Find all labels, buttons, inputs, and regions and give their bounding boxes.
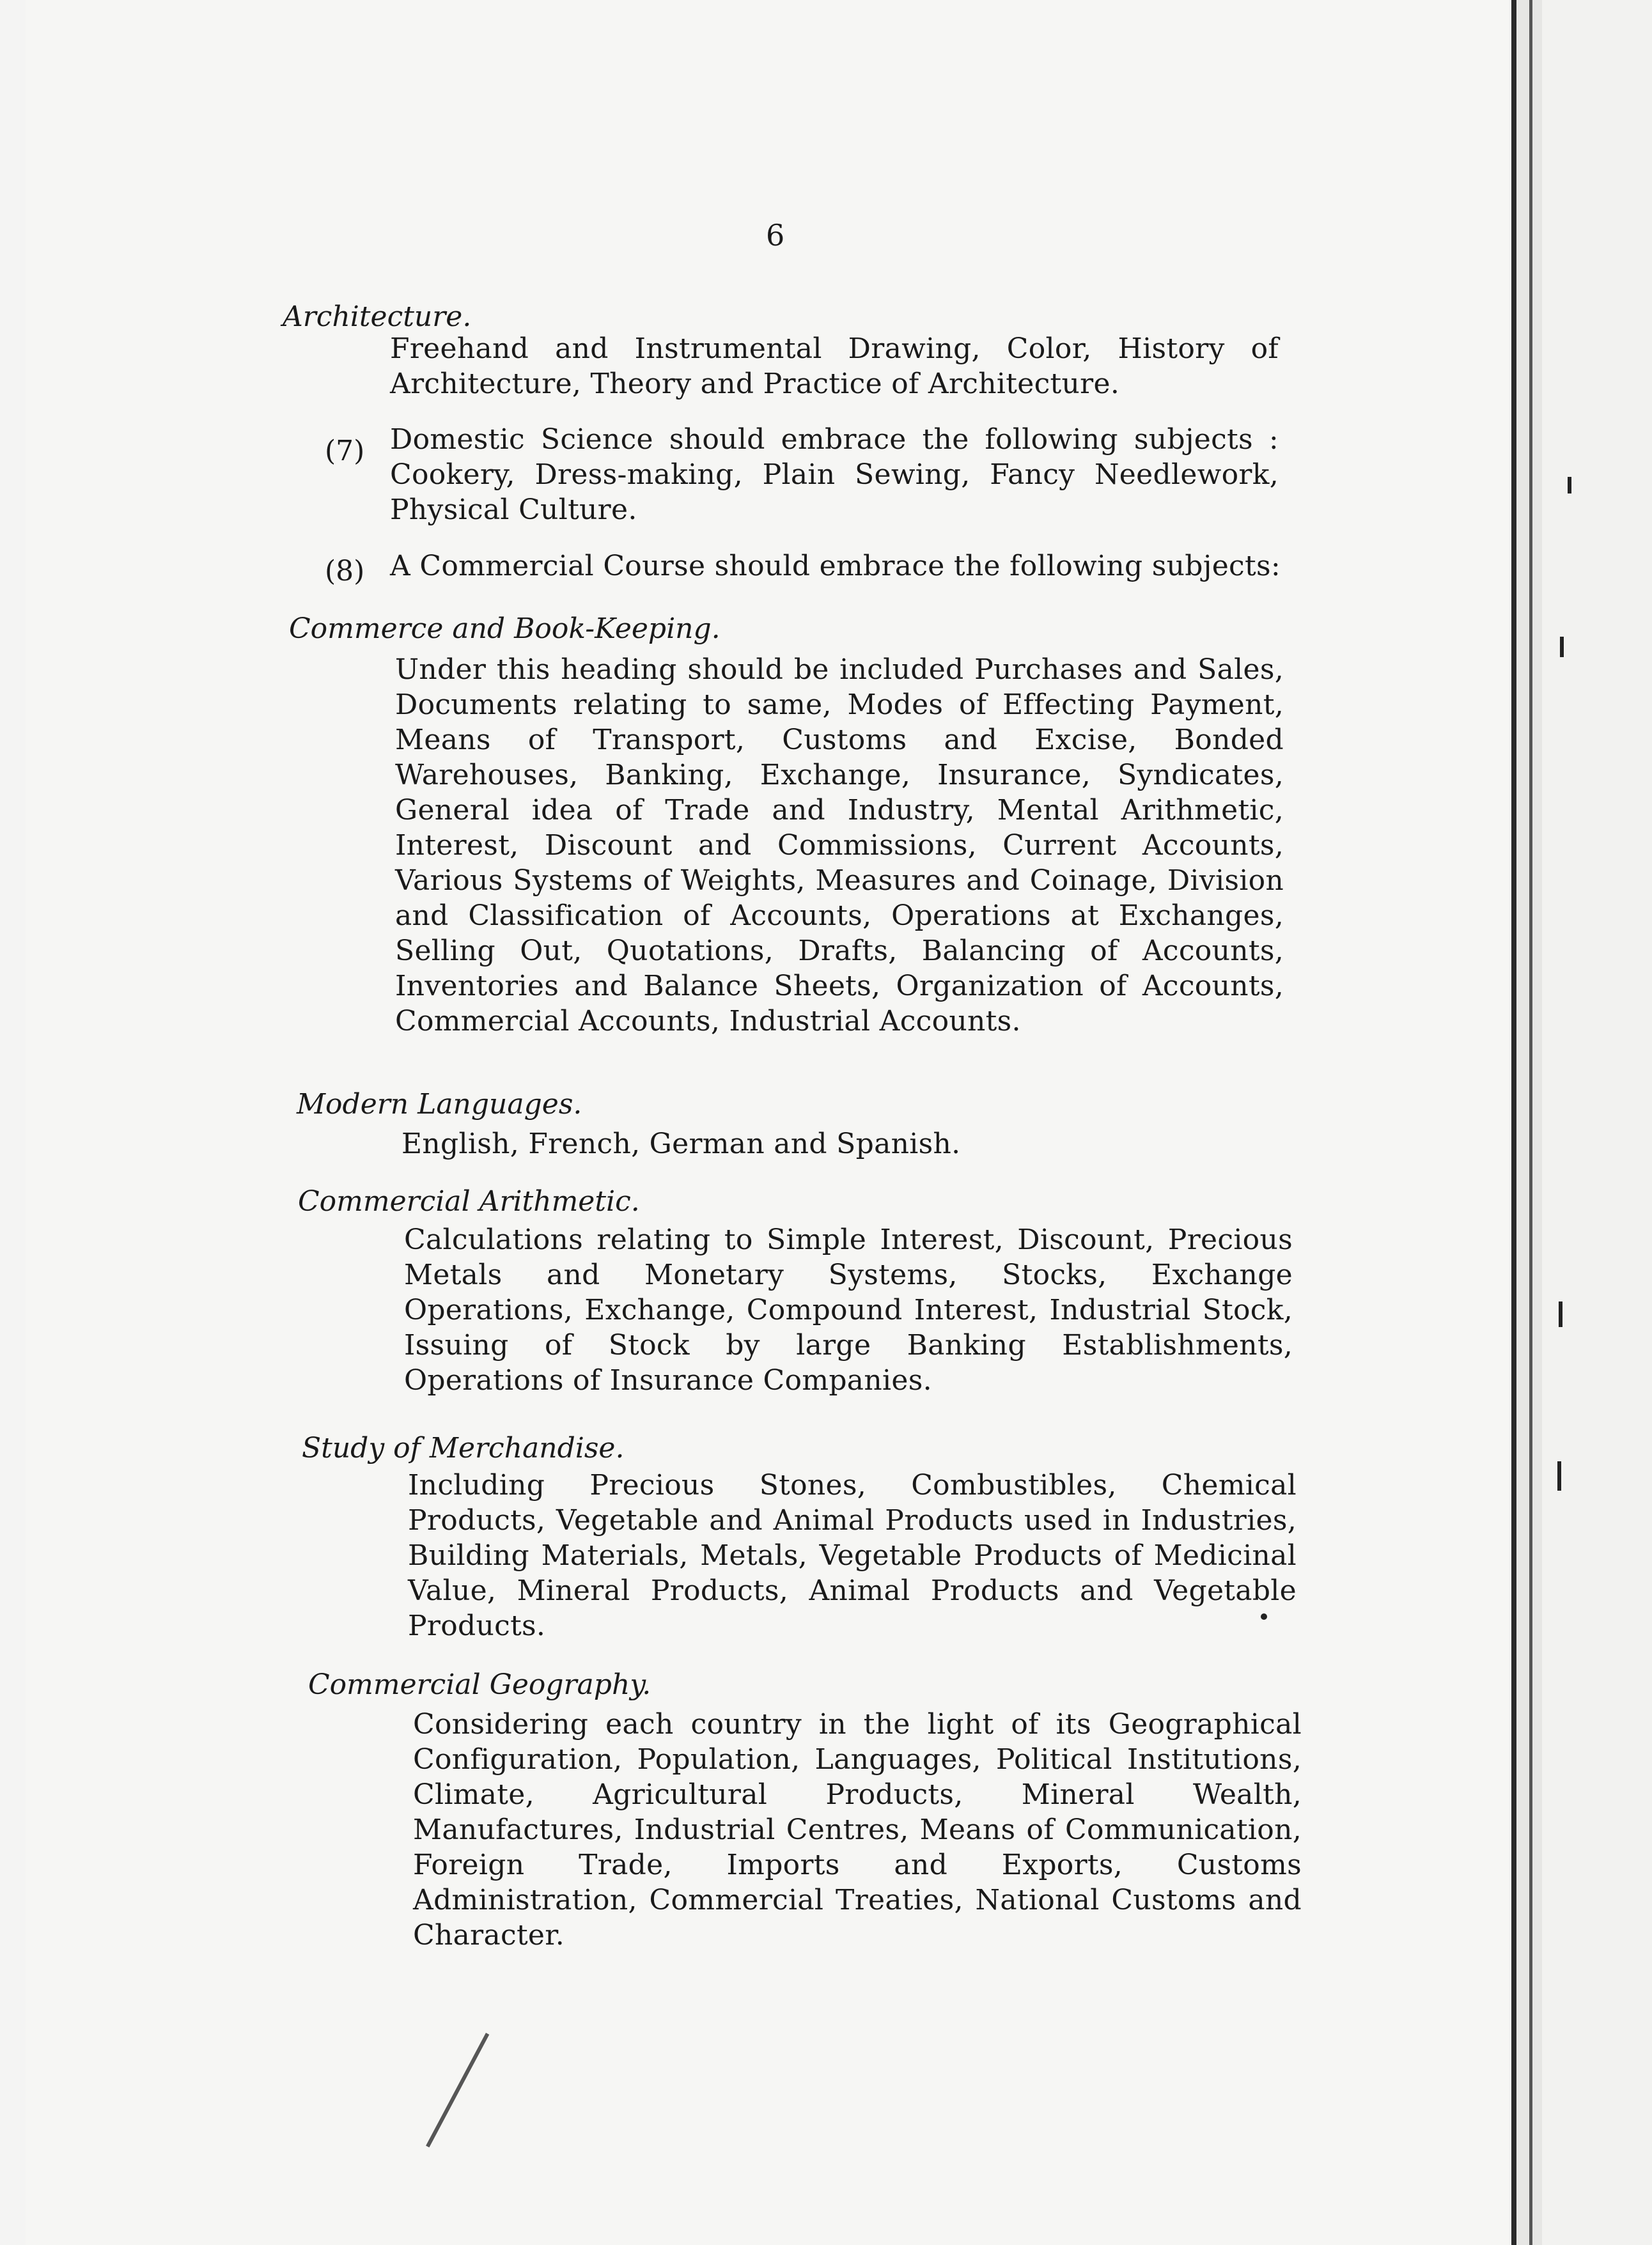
section-heading-merchandise: Study of Merchandise. <box>302 1432 625 1464</box>
page-edge-line-inner <box>1529 0 1532 2245</box>
edge-speck <box>1559 1301 1562 1327</box>
section-heading-geography: Commercial Geography. <box>308 1668 651 1701</box>
edge-speck <box>1560 637 1564 657</box>
page-number: 6 <box>766 218 785 252</box>
section-heading-languages: Modern Languages. <box>297 1088 582 1121</box>
item-number-8: (8) <box>325 555 365 587</box>
section-body-architecture: Freehand and Instrumental Drawing, Color, History of Architecture, Theory and Practice of Architecture. <box>390 332 1279 400</box>
edge-speck <box>1568 477 1571 493</box>
edge-speck <box>1557 1461 1561 1491</box>
page-edge-line <box>1511 0 1516 2245</box>
section-heading-commerce: Commerce and Book-Keeping. <box>289 612 721 645</box>
section-body-geography: Considering each country in the light of its Geographical Configuration, Population, Languages, Political Institutions, Climate, Agricultural Products, Mineral Wealth, Manufactures, Industrial Centres, Means of Communication, Foreign Trade, Imports and Exports, Customs Administration, Commercial Treaties, National Customs and Character. <box>413 1708 1302 1952</box>
section-body-commerce: Under this heading should be included Purchases and Sales, Documents relating to same, Modes of Effecting Payment, Means of Transport, Customs and Excise, Bonded Warehouses, Banking, Exchange, Insurance, Syndicates, General idea of Trade and Industry, Mental Arithmetic, Interest, Discount and Commissions, Current Accounts, Various Systems of Weights, Measures and Coinage, Division and Classification of Accounts, Operations at Exchanges, Selling Out, Quotations, Drafts, Balancing of Accounts, Inventories and Balance Sheets, Organization of Accounts, Commercial Accounts, Industrial Accounts. <box>395 653 1284 1037</box>
item-number-7: (7) <box>325 435 365 467</box>
section-heading-architecture: Architecture. <box>283 300 472 333</box>
section-body-languages: English, French, German and Spanish. <box>401 1128 961 1160</box>
adjacent-page-edge <box>1542 0 1652 2245</box>
paragraph-domestic-science: Domestic Science should embrace the following subjects : Cookery, Dress-making, Plain Sewing, Fancy Needlework, Physical Culture. <box>390 423 1279 526</box>
ink-speck <box>1261 1613 1267 1620</box>
section-heading-arithmetic: Commercial Arithmetic. <box>298 1185 640 1218</box>
paragraph-commercial-course: A Commercial Course should embrace the following subjects: <box>390 550 1281 582</box>
section-body-arithmetic: Calculations relating to Simple Interest, Discount, Precious Metals and Monetary Systems, Stocks, Exchange Operations, Exchange, Compound Interest, Industrial Stock, Issuing of Stock by large Banking Establishments, Operations of Insurance Companies. <box>404 1223 1293 1397</box>
section-body-merchandise: Including Precious Stones, Combustibles, Chemical Products, Vegetable and Animal Products used in Industries, Building Materials, Metals, Vegetable Products of Medicinal Value, Mineral Products, Animal Products and Vegetable Products. <box>408 1469 1297 1642</box>
